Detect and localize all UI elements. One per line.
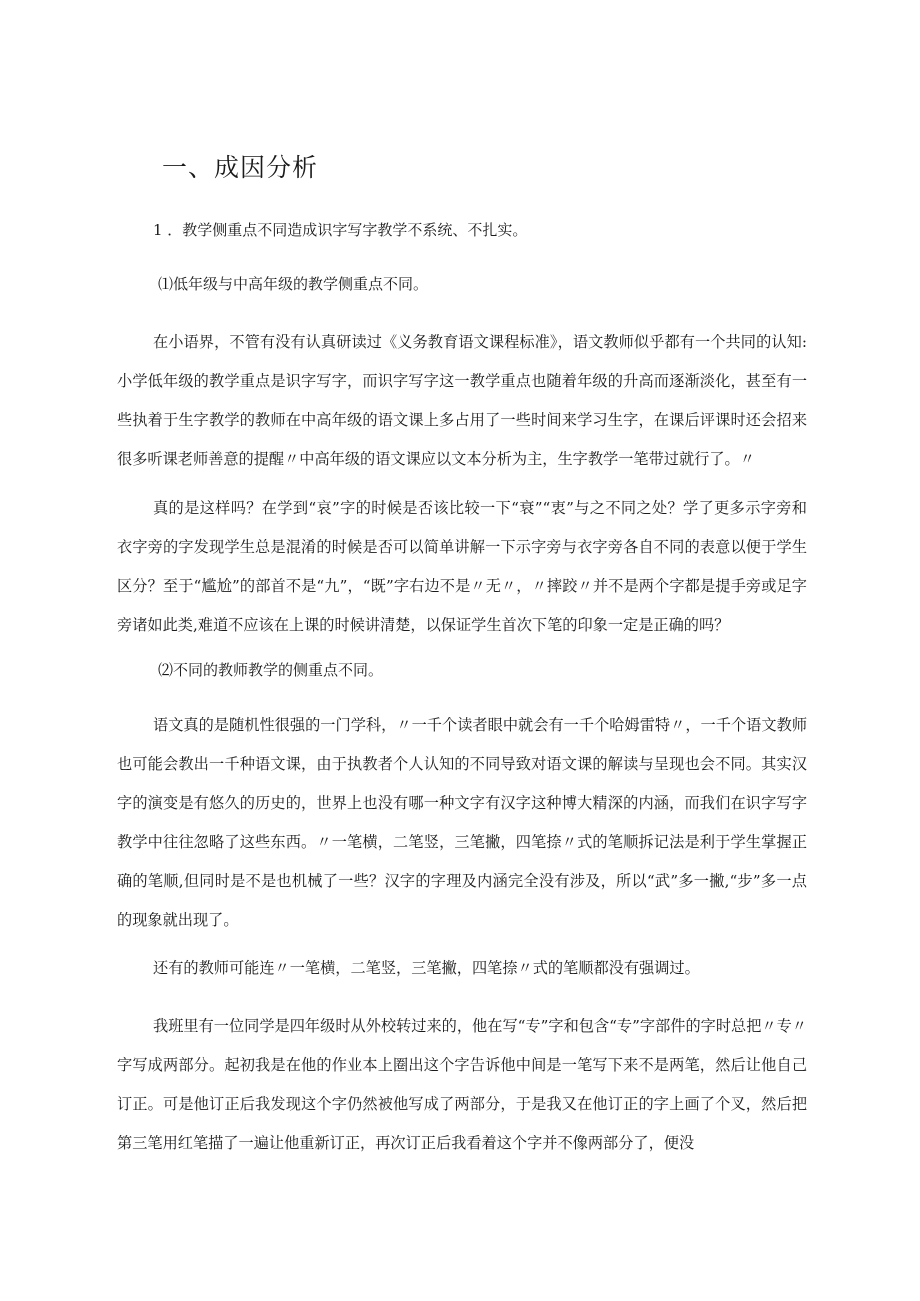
- paragraph-3: 语文真的是随机性很强的一门学科，〃一千个读者眼中就会有一千个哈姆雷特〃，一千个语文教师也可能会教出一千种语文课，由于执教者个人认知的不同导致对语文课的解读与呈现也会不同。其实汉字的演变是有悠久的历史的，世界上也没有哪一种文字有汉字这种博大精深的内涵，而我们在识字写字教学中往往忽略了这些东西。〃一笔横，二笔竖，三笔撇，四笔捺〃式的笔顺拆记法是利于学生掌握正确的笔顺,但同时是不是也机械了一些？汉字的字理及内涵完全没有涉及，所以“武”多一撇,“步”多一点的现象就出现了。: [117, 716, 807, 929]
- section-heading: 一、成因分析: [162, 153, 319, 182]
- paragraph-5: 我班里有一位同学是四年级时从外校转过来的，他在写“专”字和包含“专”字部件的字时总把〃专〃字写成两部分。起初我是在他的作业本上圈出这个字告诉他中间是一笔写下来不是两笔，然后让他自己订正。可是他订正后我发现这个字仍然被他写成了两部分，于是我又在他订正的字上画了个叉，然后把第三笔用红笔描了一遍让他重新订正，再次订正后我看着这个字并不像两部分了，便没: [117, 1017, 807, 1152]
- item-1: 1 ．教学侧重点不同造成识字写字教学不系统、不扎实。: [153, 221, 528, 239]
- paragraph-4: 还有的教师可能连〃一笔横，二笔竖，三笔撇，四笔捺〃式的笔顺都没有强调过。: [153, 959, 700, 977]
- paragraph-2: 真的是这样吗？在学到“哀”字的时候是否该比较一下“衰”“衷”与之不同之处？学了更多示字旁和衣字旁的字发现学生总是混淆的时候是否可以简单讲解一下示字旁与衣字旁各自不同的表意以便于学生区分？至于“尴尬”的部首不是“九”，“既”字右边不是〃无〃，〃摔跤〃并不是两个字都是提手旁或足字旁诸如此类,难道不应该在上课的时候讲清楚，以保证学生首次下笔的印象一定是正确的吗？: [117, 499, 807, 634]
- paragraph-1: 在小语界，不管有没有认真研读过《义务教育语文课程标准》，语文教师似乎都有一个共同的认知:小学低年级的教学重点是识字写字，而识字写字这一教学重点也随着年级的升高而逐渐淡化，甚至有一些执着于生字教学的教师在中高年级的语文课上多占用了一些时间来学习生字，在课后评课时还会招来很多听课老师善意的提醒〃中高年级的语文课应以文本分析为主，生字教学一笔带过就行了。〃: [117, 333, 807, 468]
- subitem-2: ⑵不同的教师教学的侧重点不同。: [158, 661, 384, 679]
- subitem-1: ⑴低年级与中高年级的教学侧重点不同。: [158, 275, 429, 293]
